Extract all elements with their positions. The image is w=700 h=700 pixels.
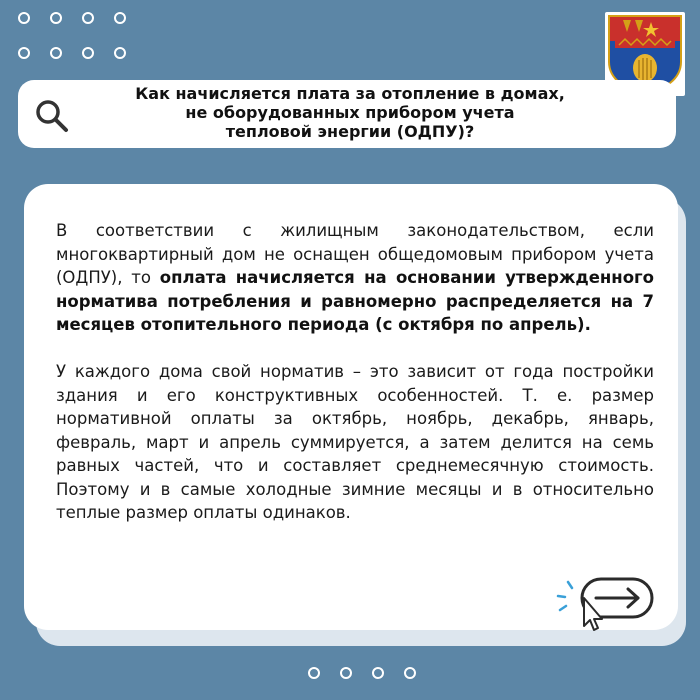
- decor-dot: [82, 12, 94, 24]
- decor-dots-top-row2: [18, 47, 126, 59]
- decor-dots-bottom: [308, 667, 416, 679]
- decor-dot: [18, 12, 30, 24]
- decor-dot: [82, 47, 94, 59]
- cursor-sparkle-icon: [558, 582, 572, 610]
- decor-dot: [340, 667, 352, 679]
- question-line-1: Как начисляется плата за отопление в домах,: [135, 84, 565, 103]
- paragraph-2: У каждого дома свой норматив – это зависит от года постройки здания и его конструктивных особенностей. Т. е. размер нормативной оплаты за октябрь, ноябрь, декабрь, январь, февраль, март и апрель суммируется, а затем делится на семь равных частей, что и составляет среднемесячную стоимость. Поэтому и в самые холодные зимние месяцы и в относительно теплые размер оплаты одинаков.: [56, 362, 654, 522]
- decor-dot: [50, 12, 62, 24]
- paragraph-1-normal: В соответствии с жилищным законодательством, если многоквартирный дом не оснащен общедомовым прибором учета (ОДПУ), то: [56, 221, 654, 287]
- question-line-2: не оборудованных прибором учета: [185, 103, 515, 122]
- next-button[interactable]: [554, 576, 658, 634]
- question-title: [100, 84, 600, 141]
- card-text: [56, 219, 654, 525]
- decor-dot: [114, 12, 126, 24]
- decor-dot: [50, 47, 62, 59]
- decor-dot: [308, 667, 320, 679]
- decor-dot: [404, 667, 416, 679]
- decor-dot: [372, 667, 384, 679]
- search-icon: [34, 98, 70, 134]
- paragraph-1: [56, 219, 654, 337]
- decor-dot: [18, 47, 30, 59]
- decor-dots-top-row1: [18, 12, 126, 24]
- paragraph-1-bold: оплата начисляется на основании утвержденного норматива потребления и равномерно распределяется на 7 месяцев отопительного периода (с октября по апрель).: [56, 268, 654, 334]
- decor-dot: [114, 47, 126, 59]
- question-line-3: тепловой энергии (ОДПУ)?: [225, 122, 475, 141]
